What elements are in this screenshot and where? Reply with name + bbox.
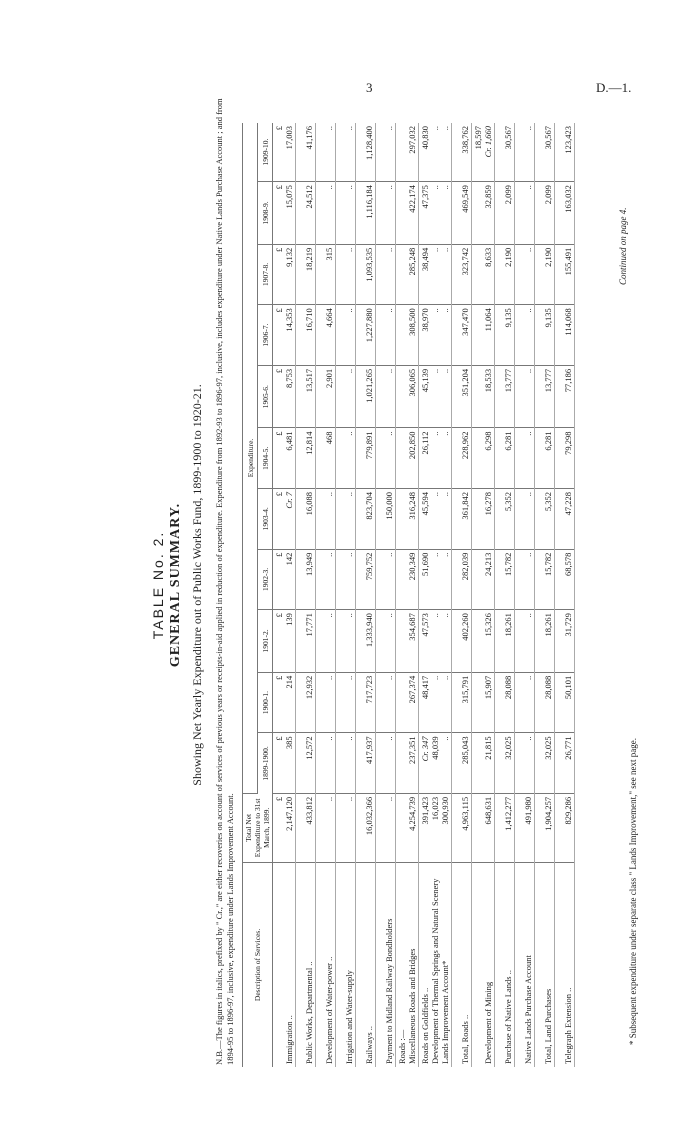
- table-cell: 15,907: [472, 672, 495, 733]
- table-cell: 16,278: [472, 489, 495, 550]
- table-cell: ..: [316, 793, 336, 862]
- table-cell: 202,850: [396, 428, 419, 489]
- table-cell: 2,901: [316, 365, 336, 428]
- header-year: 1901-2.: [258, 610, 273, 673]
- table-cell: 18,597 Cr. 1,660: [472, 123, 495, 182]
- table-cell: £ 14,353: [273, 305, 296, 366]
- table-cell: 347,470: [452, 305, 472, 366]
- table-cell: ..: [515, 123, 535, 182]
- table-cell: 316,248: [396, 489, 419, 550]
- table-cell: 50,101: [555, 672, 575, 733]
- table-cell: £ 17,003: [273, 123, 296, 182]
- table-cell: ..: [336, 305, 356, 366]
- table-cell: 9,135: [495, 305, 515, 366]
- table-cell: £ 139: [273, 610, 296, 673]
- table-cell: ..: [316, 549, 336, 610]
- table-cell: 38,970 .. ..: [419, 305, 452, 366]
- header-year: 1909-10.: [258, 123, 273, 182]
- table-cell: ..: [515, 489, 535, 550]
- table-cell: 68,578: [555, 549, 575, 610]
- table-cell: 47,228: [555, 489, 575, 550]
- table-cell: 297,032: [396, 123, 419, 182]
- table-cell: 779,891: [356, 428, 376, 489]
- row-description: Native Lands Purchase Account: [515, 862, 535, 1067]
- header-year: 1899-1900.: [258, 733, 273, 794]
- table-row: [472, 123, 495, 1067]
- rotated-table-page: [150, 85, 670, 1085]
- document-reference: D.—1.: [596, 80, 632, 95]
- header-year: 1907-8.: [258, 244, 273, 305]
- header-year: 1904-5.: [258, 428, 273, 489]
- table-cell: ..: [376, 610, 396, 673]
- table-cell: 18,219: [296, 244, 316, 305]
- table-cell: ..: [515, 610, 535, 673]
- table-cell: 1,227,880: [356, 305, 376, 366]
- table-cell: 422,174: [396, 182, 419, 245]
- table-cell: 648,631: [472, 793, 495, 862]
- table-cell: ..: [336, 489, 356, 550]
- header-year: 1908-9.: [258, 182, 273, 245]
- table-cell: 829,286: [555, 793, 575, 862]
- table-row: [273, 123, 296, 1067]
- table-row: [376, 123, 396, 1067]
- table-cell: 491,980: [515, 793, 535, 862]
- table-cell: ..: [376, 428, 396, 489]
- table-cell: 41,176: [296, 123, 316, 182]
- table-cell: ..: [515, 733, 535, 794]
- table-cell: 51,690 .. ..: [419, 549, 452, 610]
- header-year: 1903-4.: [258, 489, 273, 550]
- table-cell: 8,633: [472, 244, 495, 305]
- table-cell: £ 2,147,120: [273, 793, 296, 862]
- table-cell: 1,116,184: [356, 182, 376, 245]
- header-description: Description of Services.: [243, 862, 273, 1067]
- table-cell: 24,213: [472, 549, 495, 610]
- table-subtitle: GENERAL SUMMARY.: [168, 502, 183, 668]
- table-cell: 391,423 16,023 300,930: [419, 793, 452, 862]
- header-year: 1900-1.: [258, 672, 273, 733]
- table-cell: ..: [336, 365, 356, 428]
- table-cell: ..: [376, 182, 396, 245]
- table-cell: ..: [376, 793, 396, 862]
- table-row: [316, 123, 336, 1067]
- table-cell: ..: [376, 244, 396, 305]
- header-expenditure: Expenditure.: [243, 123, 258, 793]
- row-description: Telegraph Extension ..: [555, 862, 575, 1067]
- footnote: * Subsequent expenditure under separate class " Lands Improvement," see next page.: [628, 738, 638, 1045]
- table-cell: ..: [336, 244, 356, 305]
- table-cell: 6,281: [495, 428, 515, 489]
- row-description: Purchase of Native Lands ..: [495, 862, 515, 1067]
- table-cell: 13,777: [535, 365, 555, 428]
- table-cell: 47,573 .. ..: [419, 610, 452, 673]
- table-cell: 12,572: [296, 733, 316, 794]
- table-cell: 433,812: [296, 793, 316, 862]
- table-cell: 12,932: [296, 672, 316, 733]
- table-cell: ..: [316, 610, 336, 673]
- table-cell: 15,782: [495, 549, 515, 610]
- table-cell: 285,043: [452, 733, 472, 794]
- table-row: [452, 123, 472, 1067]
- table-cell: ..: [515, 672, 535, 733]
- table-cell: ..: [316, 489, 336, 550]
- table-cell: £ 142: [273, 549, 296, 610]
- table-cell: 16,710: [296, 305, 316, 366]
- table-cell: 21,815: [472, 733, 495, 794]
- table-cell: 468: [316, 428, 336, 489]
- table-cell: 230,349: [396, 549, 419, 610]
- table-cell: £ Cr. 7: [273, 489, 296, 550]
- table-cell: ..: [316, 672, 336, 733]
- table-cell: 315,791: [452, 672, 472, 733]
- row-description: Payment to Midland Railway Bondholders: [376, 862, 396, 1067]
- table-cell: 228,962: [452, 428, 472, 489]
- table-cell: 32,859: [472, 182, 495, 245]
- table-cell: 9,135: [535, 305, 555, 366]
- table-cell: 2,099: [535, 182, 555, 245]
- table-row: [396, 123, 419, 1067]
- table-cell: ..: [336, 733, 356, 794]
- table-cell: 123,423: [555, 123, 575, 182]
- table-row: [336, 123, 356, 1067]
- table-cell: 26,112 .. ..: [419, 428, 452, 489]
- table-cell: 16,088: [296, 489, 316, 550]
- continued-note: Continued on page 4.: [618, 207, 628, 285]
- table-cell: ..: [336, 428, 356, 489]
- table-cell: ..: [376, 305, 396, 366]
- header-year: 1902-3.: [258, 549, 273, 610]
- row-description: Public Works, Departmental ..: [296, 862, 316, 1067]
- table-cell: £ 385: [273, 733, 296, 794]
- table-cell: 79,298: [555, 428, 575, 489]
- table-cell: 6,298: [472, 428, 495, 489]
- table-cell: 30,567: [535, 123, 555, 182]
- table-cell: 16,032,366: [356, 793, 376, 862]
- table-cell: 32,025: [535, 733, 555, 794]
- table-cell: 18,261: [495, 610, 515, 673]
- header-total: Total Net Expenditure to 31st March, 1899.: [243, 793, 273, 862]
- row-description: Development of Water-power ..: [316, 862, 336, 1067]
- table-cell: 114,068: [555, 305, 575, 366]
- table-cell: ..: [376, 672, 396, 733]
- table-cell: 6,281: [535, 428, 555, 489]
- table-row: [296, 123, 316, 1067]
- table-cell: £ 15,075: [273, 182, 296, 245]
- row-description: Railways ..: [356, 862, 376, 1067]
- table-cell: 15,326: [472, 610, 495, 673]
- table-cell: 163,032: [555, 182, 575, 245]
- table-cell: 12,814: [296, 428, 316, 489]
- table-cell: 2,099: [495, 182, 515, 245]
- table-cell: 38,494 .. ..: [419, 244, 452, 305]
- table-cell: ..: [376, 549, 396, 610]
- row-description: Total, Land Purchases: [535, 862, 555, 1067]
- table-cell: 2,190: [535, 244, 555, 305]
- table-cell: 13,777: [495, 365, 515, 428]
- table-cell: 315: [316, 244, 336, 305]
- table-cell: 77,186: [555, 365, 575, 428]
- table-cell: 4,963,115: [452, 793, 472, 862]
- table-cell: ..: [515, 365, 535, 428]
- table-cell: 2,190: [495, 244, 515, 305]
- table-cell: 323,742: [452, 244, 472, 305]
- table-cell: 1,412,277: [495, 793, 515, 862]
- table-cell: ..: [376, 365, 396, 428]
- table-cell: 13,517: [296, 365, 316, 428]
- table-cell: 1,333,940: [356, 610, 376, 673]
- table-cell: 1,093,535: [356, 244, 376, 305]
- table-cell: 24,512: [296, 182, 316, 245]
- row-description: Irrigation and Water-supply: [336, 862, 356, 1067]
- table-cell: 402,260: [452, 610, 472, 673]
- table-cell: ..: [515, 182, 535, 245]
- table-cell: 45,139 .. ..: [419, 365, 452, 428]
- table-cell: 351,204: [452, 365, 472, 428]
- table-cell: ..: [515, 549, 535, 610]
- summary-table: [242, 123, 575, 1067]
- row-description: Development of Mining: [472, 862, 495, 1067]
- table-cell: £ 6,481: [273, 428, 296, 489]
- table-cell: 26,771: [555, 733, 575, 794]
- table-cell: ..: [376, 123, 396, 182]
- table-cell: 155,491: [555, 244, 575, 305]
- table-cell: 361,842: [452, 489, 472, 550]
- table-cell: 5,352: [495, 489, 515, 550]
- row-description: Total, Roads ..: [452, 862, 472, 1067]
- table-cell: ..: [336, 182, 356, 245]
- table-row: [419, 123, 452, 1067]
- table-cell: £ 9,132: [273, 244, 296, 305]
- table-cell: 285,248: [396, 244, 419, 305]
- table-cell: ..: [316, 123, 336, 182]
- table-cell: 11,064: [472, 305, 495, 366]
- table-note: N.B.—The figures in italics, prefixed by " Cr.," are either recoveries on account of services of previous years or receipts-in-aid applied in reduction of expenditure. Expenditure from 1892-93 to 1896-97, inclusive, includes expenditure under Native Lands Purchase Account ; and from 1894-95 to 1896-97, inclusive, expenditure under Lands Improvement Account.: [214, 98, 235, 1065]
- table-cell: 469,549: [452, 182, 472, 245]
- table-cell: 267,374: [396, 672, 419, 733]
- table-cell: 17,771: [296, 610, 316, 673]
- table-cell: 308,500: [396, 305, 419, 366]
- table-row: [495, 123, 515, 1067]
- table-row: [535, 123, 555, 1067]
- table-cell: ..: [336, 793, 356, 862]
- row-description: Immigration ..: [273, 862, 296, 1067]
- table-cell: 717,723: [356, 672, 376, 733]
- table-cell: 1,021,265: [356, 365, 376, 428]
- table-cell: 823,704: [356, 489, 376, 550]
- table-cell: 32,025: [495, 733, 515, 794]
- row-description: Roads on Goldfields .. Development of Thermal Springs and Natural Scenery Lands Improvement Account*: [419, 862, 452, 1067]
- table-cell: 31,729: [555, 610, 575, 673]
- table-body: [273, 123, 575, 1067]
- table-row: [356, 123, 376, 1067]
- table-cell: Cr. 347 48,039 ..: [419, 733, 452, 794]
- table-title: TABLE No. 2.: [150, 530, 166, 640]
- table-cell: 1,904,257: [535, 793, 555, 862]
- table-caption: Showing Net Yearly Expenditure out of Public Works Fund, 1899-1900 to 1920-21.: [190, 384, 204, 786]
- table-cell: 47,375 .. ..: [419, 182, 452, 245]
- table-cell: 28,088: [535, 672, 555, 733]
- page-number: 3: [366, 80, 373, 95]
- table-cell: ..: [515, 428, 535, 489]
- table-cell: 150,000: [376, 489, 396, 550]
- table-cell: 18,533: [472, 365, 495, 428]
- table-cell: 13,949: [296, 549, 316, 610]
- table-cell: £ 8,753: [273, 365, 296, 428]
- table-cell: ..: [336, 610, 356, 673]
- table-cell: 417,937: [356, 733, 376, 794]
- table-cell: 237,351: [396, 733, 419, 794]
- table-cell: 306,065: [396, 365, 419, 428]
- header-year: 1906-7.: [258, 305, 273, 366]
- table-cell: ..: [515, 244, 535, 305]
- header-year: 1905-6.: [258, 365, 273, 428]
- table-cell: ..: [515, 305, 535, 366]
- table-cell: 5,352: [535, 489, 555, 550]
- table-cell: 282,039: [452, 549, 472, 610]
- table-row: [515, 123, 535, 1067]
- table-cell: 1,128,400: [356, 123, 376, 182]
- table-row: [555, 123, 575, 1067]
- table-cell: 338,762: [452, 123, 472, 182]
- table-cell: ..: [376, 733, 396, 794]
- table-cell: 30,567: [495, 123, 515, 182]
- table-cell: ..: [316, 733, 336, 794]
- table-cell: 354,687: [396, 610, 419, 673]
- table-cell: 4,254,739: [396, 793, 419, 862]
- table-cell: 48,417 .. ..: [419, 672, 452, 733]
- table-cell: 15,782: [535, 549, 555, 610]
- table-cell: 28,088: [495, 672, 515, 733]
- table-cell: ..: [336, 123, 356, 182]
- table-cell: 45,594 .. ..: [419, 489, 452, 550]
- table-cell: ..: [336, 549, 356, 610]
- table-cell: ..: [336, 672, 356, 733]
- table-cell: 4,664: [316, 305, 336, 366]
- table-cell: 40,830 .. ..: [419, 123, 452, 182]
- table-cell: 18,261: [535, 610, 555, 673]
- table-cell: £ 214: [273, 672, 296, 733]
- row-description: Roads :— Miscellaneous Roads and Bridges: [396, 862, 419, 1067]
- table-cell: ..: [316, 182, 336, 245]
- table-cell: 759,752: [356, 549, 376, 610]
